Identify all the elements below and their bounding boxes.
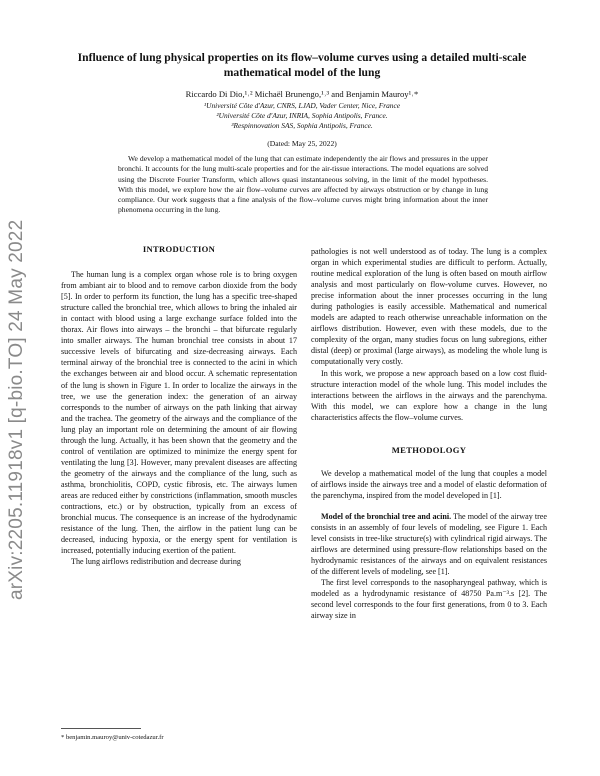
intro-continuation: pathologies is not well understood as of today. The lung is a complex organ in which experimental studies are difficult to perform. Actually, routine medical exploration of the lung is often based on mouth airflow analysis and most particularly on flow-volume curves. However, no precise information about the inner processes occurring in the lung during pathologies is easily accessible. Mathematical and numerical models are adapted to reach otherwise unreachable information on the airflows distribution. However, even with these models, due to the complexity of the organ, many studies focus on lung subregions, either distal (deep) or proximal (large airways), as modeling the whole lung is computationally very costly.	[311, 247, 547, 367]
section-heading-methodology: METHODOLOGY	[391, 444, 467, 455]
date-line: (Dated: May 25, 2022)	[267, 139, 337, 148]
arxiv-id-text: arXiv:2205.11918v1 [q-bio.TO] 24 May 2022	[6, 219, 27, 600]
affiliation-2: ²Université Côte d'Azur, INRIA, Sophia Antipolis, France.	[216, 111, 388, 120]
intro-paragraph-1: The human lung is a complex organ whose role is to bring oxygen from ambiant air to blood and to remove carbon dioxide from the body [5]. In order to perform its function, the lung has a specific tree-shaped structure called the bronchial tree, which allows to bring the inhaled air in contact with blood using a large exchange surface folded into the thorax. Air flows into airways – the bronchi – that bifurcate regularly into smaller airways. The human bronchial tree consists in about 17 successive levels of bifurcating and size-decreasing airways. Each terminal airway of the bronchial tree is connected to the acini in which the exchanges between air and blood occur. A schematic representation of the lung is shown in Figure 1. In order to localize the airways in the tree, we use the generation index: the generation of an airway corresponds to the number of airways on the path linking that airway and the trachea. The geometry of the airways and the compliance of the lung play an important role on determining the amount of air flowing through the lung. Actually, it has been shown that the geometry and the control of ventilation are optimized to minimize the energy spent for ventilating the lung [3]. However, many prevalent diseases are affecting the geometry of the airways and the compliance of the lung, such as asthma, bronchiolitis, COPD, cystic fibrosis, etc. The airways lumen areas are reduced either by constrictions (inflammation, smooth muscles contractions, etc.) or by obstruction, typically from an excess of bronchial mucus. The consequence is an increase of the hydrodynamic resistance of the lung. Then, the airflow in the patient lung can be decreased, inducing hypoxia, or the energy spent for ventilation is increased, potentially inducing exertion of the patient.	[61, 270, 297, 556]
paper-title: Influence of lung physical properties on its flow–volume curves using a detailed multi-scale mathematical model of the lung	[77, 51, 527, 79]
affiliation-3: ³Respinnovation SAS, Sophia Antipolis, France.	[231, 121, 373, 130]
abstract: We develop a mathematical model of the lung that can estimate independently the air flows and pressures in the upper bronchi. It accounts for the lung multi-scale properties and for the air-tissue interactions. The model equations are solved using the Discrete Fourier Transform, which allows quasi instantaneous solving, in the limit of the model hypotheses. With this model, we explore how the air flow–volume curves are affected by airways obstruction or by change in lung compliance. Our work suggests that a fine analysis of the flow–volume curves might bring information about the inner phenomena occurring in the lung.	[118, 154, 488, 215]
right-column	[311, 246, 547, 621]
author-list: Riccardo Di Dio,¹˒² Michaël Brunengo,¹˒³ and Benjamin Mauroy¹˒*	[185, 89, 419, 99]
left-column	[61, 244, 297, 567]
footnote: * benjamin.mauroy@univ-cotedazur.fr	[61, 734, 164, 741]
method-paragraph-1: We develop a mathematical model of the lung that couples a model of airflows inside the airways tree and a model of elastic deformation of the parenchyma, inspired from the model developed in [1].	[311, 468, 547, 500]
method-paragraph-3: The first level corresponds to the nasopharyngeal pathway, which is modeled as a hydrodynamic resistance of 48750 Pa.m⁻³.s [2]. The second level corresponds to the four first generations, from 0 to 3. Each airway size in	[311, 578, 547, 621]
method-paragraph-2	[311, 511, 547, 577]
affiliations	[60, 101, 544, 131]
subsection-text: The model of the airway tree consists in an assembly of four levels of modeling, see Figure 1. Each level consists in tree-like structure(s) with cylindrical rigid airways. The airflows are determined using pressure-flow relationships based on the hydrodynamic resistances of the airways and on equivalent resistances of the different levels of modeling, see [1].	[311, 511, 547, 577]
section-heading-introduction: INTRODUCTION	[142, 244, 216, 254]
footnote-rule	[61, 728, 141, 729]
intro-paragraph-3: In this work, we propose a new approach based on a low cost fluid-structure interaction model of the whole lung. This model includes the interactions between the airflows in the airways and the parenchyma. With this model, we can explore how a change in the lung characteristics affects the flow–volume curves.	[311, 368, 547, 422]
intro-paragraph-2: The lung airflows redistribution and decrease during	[71, 557, 241, 567]
subsection-title: Model of the bronchial tree and acini.	[321, 511, 452, 521]
arxiv-identifier	[6, 219, 27, 620]
affiliation-1: ¹Université Côte d'Azur, CNRS, LJAD, Vader Center, Nice, France	[203, 101, 401, 110]
